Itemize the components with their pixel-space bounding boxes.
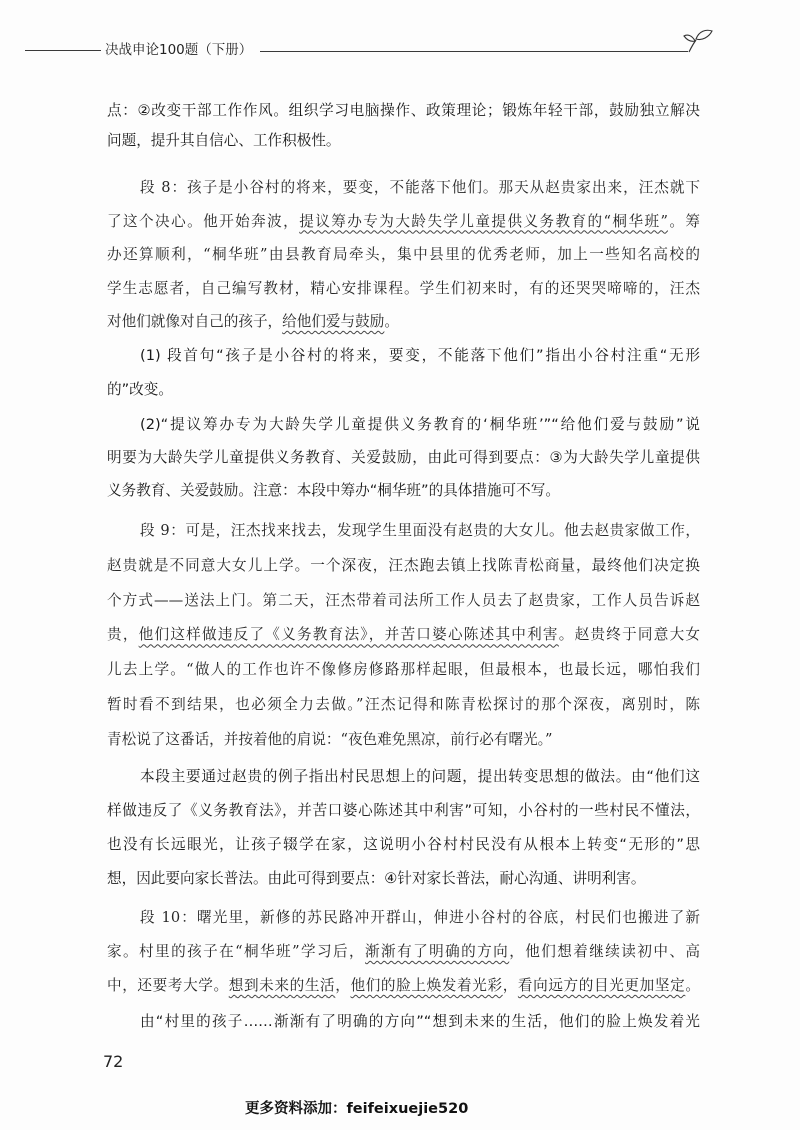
underlined-phrase: 他们这样做违反了《义务教育法》，并苦口婆心陈述其中利害 [138,626,559,644]
underlined-phrase: 看向远方的目光更加坚定 [517,977,686,994]
text-line [107,126,700,156]
text-run: ，他们想着继续读初中、高 [509,943,700,960]
analysis-segment-9 [107,760,700,896]
text-line [107,373,700,407]
text-run: ， [502,977,518,994]
text-run: 本段主要通过赵贵的例子指出村民思想上的问题，提出转变思想的做法。由“他们这 [140,768,700,785]
text-line [107,1005,700,1039]
text-line [107,862,700,896]
text-line [107,723,700,758]
text-run: 学生志愿者，自己编写教材，精心安排课程。学生们初来时，有的还哭哭啼啼的，汪杰 [107,279,700,297]
answer-continuation [107,96,700,156]
text-run: 段 9：可是，汪杰找来找去，发现学生里面没有赵贵的大女儿。他去赵贵家做工作， [140,522,700,539]
text-run: 。赵贵终于同意大女 [558,626,700,644]
text-run: 义务教育、关爱鼓励。注意：本段中筹办“桐华班”的具体措施可不写。 [107,482,560,499]
text-run: 段 8：孩子是小谷村的将来，要变，不能落下他们。那天从赵贵家出来，汪杰就下 [140,179,700,196]
text-run: ， [335,977,351,994]
text-run: 。 [685,977,700,994]
text-run: 想，因此要向家长普法。由此可得到要点：④针对家长普法，耐心沟通、讲明利害。 [107,870,646,887]
text-run: 家。村里的孩子在“桐华班”学习后， [107,943,366,960]
text-run: 儿去上学。“做人的工作也许不像修房修路那样起眼，但最根本，也最长远，哪怕我们 [107,661,700,679]
text-run: 的”改变。 [107,381,173,398]
text-run: 段 10：曙光里，新修的苏民路冲开群山，伸进小谷村的谷底，村民们也搬进了新 [140,909,700,926]
text-run: 了这个决心。他开始奔波， [107,212,300,230]
text-line [107,441,700,474]
text-run: (2)“提议筹办专为大龄失学儿童提供义务教育的‘桐华班’”“给他们爱与鼓励”说 [140,416,700,433]
text-run: 中，还要考大学。 [107,977,229,994]
text-line [107,901,700,935]
text-line [107,549,700,584]
passage-segment-9 [107,514,700,758]
text-line [107,272,700,306]
text-run: 。筹 [667,212,700,230]
text-run: 由“村里的孩子……渐渐有了明确的方向”“想到未来的生活，他们的脸上焕发着光 [140,1013,700,1030]
analysis-segment-10 [107,1005,700,1039]
text-line [107,653,700,688]
text-line [107,584,700,619]
text-run: (1) 段首句“孩子是小谷村的将来，要变，不能落下他们”指出小谷村注重“无形 [140,347,700,364]
text-line [107,794,700,828]
text-run: 样做违反了《义务教育法》，并苦口婆心陈述其中利害”可知，小谷村的一些村民不懂法， [107,802,700,819]
text-line [107,828,700,862]
text-line [107,171,700,205]
text-run: 赵贵就是不同意大女儿上学。一个深夜，汪杰跑去镇上找陈青松商量，最终他们决定换 [107,556,700,574]
passage-segment-8 [107,171,700,339]
text-line [107,339,700,373]
book-title: 决战申论100题（下册） [105,42,253,58]
underlined-phrase: 渐渐有了明确的方向 [365,943,510,960]
text-line [107,205,700,239]
text-line [107,935,700,969]
underlined-phrase: 给他们爱与鼓励 [282,313,385,330]
text-run: 点：②改变干部工作作风。组织学习电脑操作、政策理论；锻炼年轻干部，鼓励独立解决 [107,102,700,119]
text-run: 办还算顺利，“桐华班”由县教育局牵头，集中县里的优秀老师，加上一些知名高校的 [107,246,700,263]
text-run: 青松说了这番话，并按着他的肩说：“夜色难免黑凉，前行必有曙光。” [107,730,553,748]
text-run: 问题，提升其自信心、工作积极性。 [107,132,341,149]
text-run: 也没有长远眼光，让孩子辍学在家，这说明小谷村村民没有从根本上转变“无形的”思 [107,836,700,853]
text-run: 贵， [107,626,139,644]
footer-note: 更多资料添加：feifeixuejie520 [245,1101,469,1117]
text-run: 明要为大龄失学儿童提供义务教育、关爱鼓励，由此可得到要点：③为大龄失学儿童提供 [107,449,700,466]
text-run: 个方式——送法上门。第二天，汪杰带着司法所工作人员去了赵贵家，工作人员告诉赵 [107,591,700,609]
text-line [107,474,700,507]
text-line [107,688,700,723]
text-run: 对他们就像对自己的孩子， [107,313,283,330]
analysis-note-1 [107,339,700,407]
header-rule-right [260,51,688,52]
sprout-icon [682,28,714,54]
page-number: 72 [103,1052,124,1071]
text-line [107,618,700,653]
passage-segment-10 [107,901,700,1003]
text-line [107,96,700,126]
text-line [107,238,700,272]
underlined-phrase: 提议筹办专为大龄失学儿童提供义务教育的“桐华班” [299,212,668,230]
underlined-phrase: 想到未来的生活 [228,977,336,994]
analysis-note-2 [107,408,700,507]
text-line [107,760,700,794]
text-line [107,514,700,549]
header-rule-left [25,50,101,51]
text-run: 暂时看不到结果，也必须全力去做。”汪杰记得和陈青松探讨的那个深夜，离别时，陈 [107,695,700,713]
text-line [107,969,700,1003]
text-line [107,408,700,441]
underlined-phrase: 他们的脸上焕发着光彩 [350,977,503,994]
text-line [107,305,700,339]
text-run: 。 [384,313,399,330]
